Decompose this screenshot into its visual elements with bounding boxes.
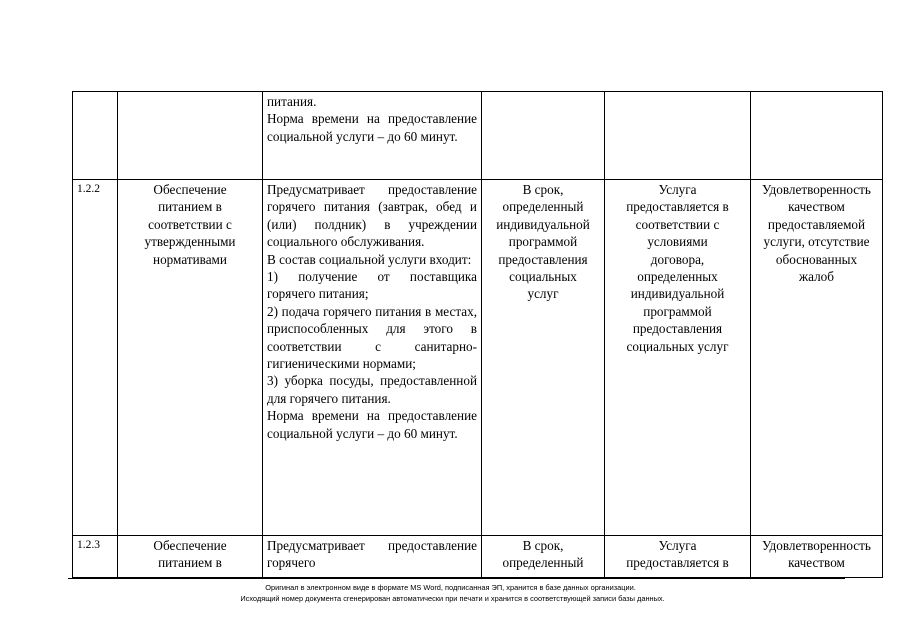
service-name-line: питанием в	[158, 555, 222, 571]
term-line: В срок,	[522, 182, 564, 197]
table-row	[73, 180, 883, 536]
term-line: определенный	[502, 199, 584, 215]
quality-cell	[751, 180, 883, 536]
quality-line: качеством	[788, 555, 845, 571]
term-line: В срок,	[522, 538, 564, 553]
conditions-cell	[605, 536, 751, 578]
term-line: предоставления	[498, 251, 588, 267]
table-row	[73, 536, 883, 578]
quality-cell	[751, 92, 883, 180]
term-line: индивидуальной	[496, 216, 590, 232]
service-name-line: утвержденными	[144, 234, 236, 250]
content-paragraph: Норма времени на предоставление социальной услуги – до 60 минут.	[267, 408, 477, 441]
quality-line: Удовлетворенность	[762, 182, 871, 197]
conditions-line: индивидуальной	[630, 286, 725, 302]
conditions-line: Услуга	[658, 182, 697, 197]
content-paragraph: Предусматривает предоставление горячего	[267, 538, 477, 571]
conditions-cell	[605, 180, 751, 536]
service-content-cell	[263, 92, 482, 180]
term-line: программой	[508, 234, 578, 250]
conditions-line: договора,	[650, 251, 705, 267]
row-number: 1.2.2	[77, 183, 100, 195]
content-paragraph: 1) получение от поставщика горячего питания;	[267, 269, 477, 302]
conditions-line: предоставления	[632, 321, 723, 337]
term-line: услуг	[527, 286, 559, 302]
service-name-cell	[118, 536, 263, 578]
service-name-cell	[118, 180, 263, 536]
conditions-line: программой	[643, 303, 712, 319]
content-paragraph: В состав социальной услуги входит:	[267, 251, 472, 267]
services-table	[72, 91, 883, 578]
content-paragraph: 3) уборка посуды, предоставленной для горячего питания.	[267, 373, 477, 406]
service-name-line: Обеспечение	[153, 538, 227, 553]
conditions-line: условиями	[647, 234, 708, 250]
service-content-cell	[263, 536, 482, 578]
conditions-line: Услуга	[658, 538, 697, 553]
footer-divider	[68, 578, 845, 579]
service-name-line: питанием в	[158, 199, 222, 215]
quality-line: качеством	[788, 199, 845, 215]
quality-cell	[751, 536, 883, 578]
row-number-cell	[73, 180, 118, 536]
conditions-line: предоставляется в	[626, 555, 729, 571]
content-line: питания.	[267, 94, 317, 109]
row-number-cell	[73, 92, 118, 180]
term-cell	[482, 536, 605, 578]
row-number: 1.2.3	[77, 539, 100, 551]
term-cell	[482, 180, 605, 536]
content-paragraph: 2) подача горячего питания в местах, приспособленных для этого в соответствии с санитарно-гигиеническими нормами;	[267, 303, 477, 372]
term-line: социальных	[509, 269, 577, 285]
content-paragraph: Предусматривает предоставление горячего питания (завтрак, обед и (или) полдник) в учреждении социального обслуживания.	[267, 182, 477, 250]
conditions-line: определенных	[637, 269, 718, 285]
quality-line: Удовлетворенность	[762, 538, 871, 553]
conditions-line: предоставляется в	[626, 199, 729, 215]
service-name-line: Обеспечение	[153, 182, 227, 197]
service-content-cell	[263, 180, 482, 536]
quality-line: жалоб	[799, 269, 834, 285]
footer-note-number: Исходящий номер документа сгенерирован автоматически при печати и хранится в соответствующей записи базы данных.	[240, 594, 665, 603]
term-cell	[482, 92, 605, 180]
footer-note-original: Оригинал в электронном виде в формате MS Word, подписанная ЭП, хранится в базе данных организации.	[265, 583, 636, 592]
content-paragraph: Норма времени на предоставление социальной услуги – до 60 минут.	[267, 111, 477, 144]
quality-line: услуги, отсутствие	[763, 234, 870, 250]
conditions-line: социальных услуг	[626, 338, 729, 354]
quality-line: обоснованных	[775, 251, 858, 267]
service-name-line: соответствии с	[148, 216, 232, 232]
conditions-line: соответствии с	[635, 216, 720, 232]
conditions-cell	[605, 92, 751, 180]
row-number-cell	[73, 536, 118, 578]
quality-line: предоставляемой	[767, 216, 866, 232]
service-name-cell	[118, 92, 263, 180]
term-line: определенный	[502, 555, 584, 571]
table-row	[73, 92, 883, 180]
service-name-line: нормативами	[153, 251, 227, 267]
